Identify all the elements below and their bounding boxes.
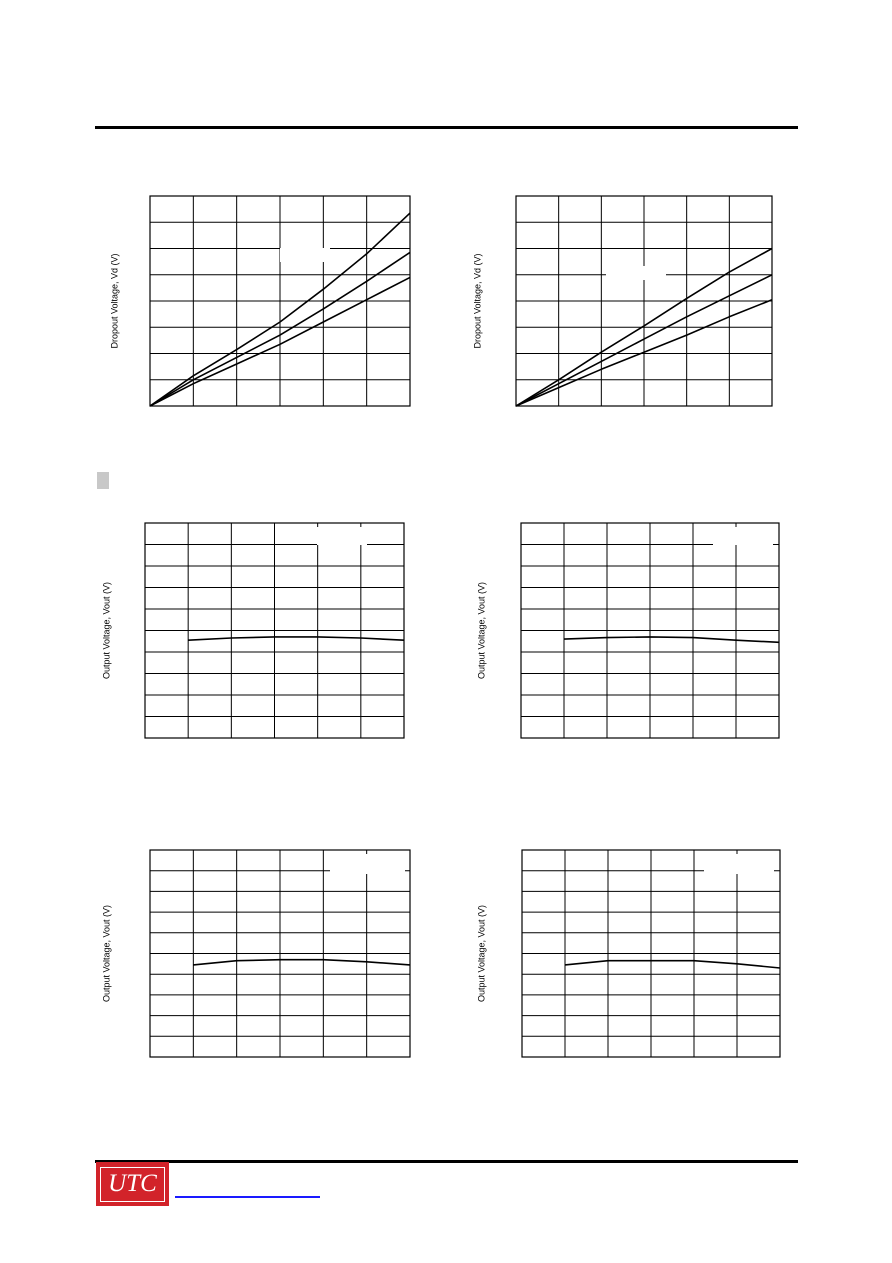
output-voltage-chart-1 xyxy=(95,517,415,744)
output-voltage-chart-4 xyxy=(468,845,788,1063)
legend-box xyxy=(606,266,666,280)
series-line-1 xyxy=(565,961,780,968)
footer-rule xyxy=(95,1160,798,1163)
series-line-1 xyxy=(564,637,779,642)
website-link-underline[interactable] xyxy=(175,1196,320,1198)
utc-logo-text: UTC xyxy=(108,1170,157,1197)
dropout-voltage-chart-right xyxy=(466,190,781,415)
utc-logo-frame xyxy=(100,1167,165,1202)
series-line-1 xyxy=(193,960,410,965)
y-axis-label: Dropout Voltage, Vd (V) xyxy=(109,253,120,349)
dropout-voltage-chart-left xyxy=(100,190,420,415)
legend-box xyxy=(330,854,405,874)
header-rule xyxy=(95,126,798,129)
legend-box xyxy=(280,248,330,262)
section-marker xyxy=(97,472,109,489)
y-axis-label: Dropout Voltage, Vd (V) xyxy=(472,253,483,349)
output-voltage-chart-3 xyxy=(95,845,417,1063)
y-axis-label: Output Voltage, Vout (V) xyxy=(476,581,487,680)
legend-box xyxy=(704,854,774,874)
series-line-1 xyxy=(188,637,404,640)
y-axis-label: Output Voltage, Vout (V) xyxy=(476,904,487,1003)
output-voltage-chart-2 xyxy=(468,517,788,744)
y-axis-label: Output Voltage, Vout (V) xyxy=(101,904,112,1003)
y-axis-label: Output Voltage, Vout (V) xyxy=(101,581,112,680)
legend-box xyxy=(713,527,773,545)
legend-box xyxy=(317,527,367,545)
utc-logo xyxy=(96,1162,169,1206)
